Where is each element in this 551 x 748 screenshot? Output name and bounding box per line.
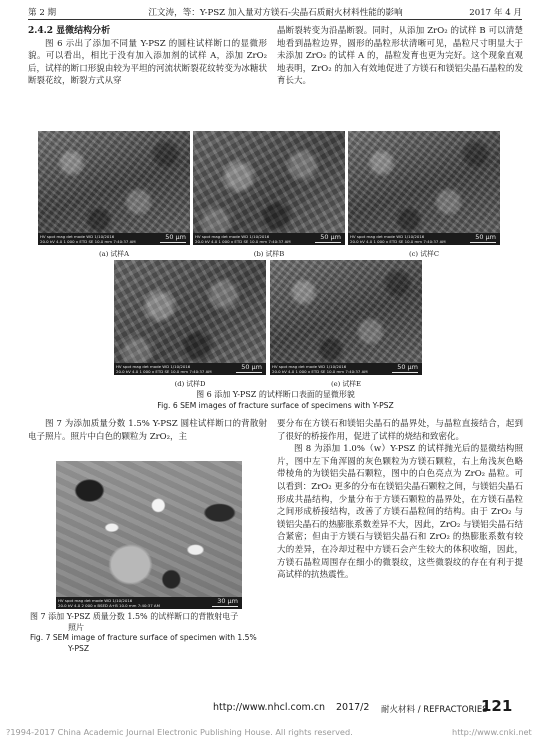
paragraph: 图 6 示出了添加不同量 Y-PSZ 的圆柱试样断口的显微形貌。可以看出，相比于没有加入添加剂的试样 A，添加 ZrO₂ 后，试样的断口形貌由较为平坦的河流状断裂花纹转变为冰糖状断裂花纹，断裂方式从穿	[28, 38, 267, 87]
footer-url[interactable]: http://www.nhcl.com.cn	[213, 702, 326, 713]
sem-image-d	[114, 260, 266, 375]
sem-image-a	[38, 131, 190, 245]
copyright-url[interactable]: http://www.cnki.net	[452, 727, 532, 737]
page-number: 121	[481, 697, 513, 715]
paragraph: 要分布在方镁石和镁铝尖晶石的晶界处，与晶粒直接结合，起到了很好的桥接作用，促进了试样的烧结和致密化。	[277, 419, 523, 442]
figure-7-caption-cn-line1: 图 7 添加 Y-PSZ 质量分数 1.5% 的试样断口的背散射电子	[30, 612, 239, 621]
sem-data-bar: HV spot mag det mode WD 1/10/2016 20.0 kV 4.0 2 000 x BSED A+B 10.0 mm 7:40:37 AM 30 μm	[56, 597, 242, 609]
sem-image-b	[193, 131, 345, 245]
running-header-issue: 第 2 期	[28, 8, 57, 18]
copyright-notice: ?1994-2017 China Academic Journal Electronic Publishing House. All rights reserved.	[6, 727, 353, 737]
paragraph: 晶断裂转变为沿晶断裂。同时，从添加 ZrO₂ 的试样 B 可以清楚地看到晶粒边界，圆形的晶粒形状清晰可见，晶粒尺寸明显大于未添加 ZrO₂ 的试样 A 的，晶粒发育也更为完好。这个现象直观地表明，ZrO₂ 的加入有效地促进了方镁石和镁铝尖晶石晶粒的发育长大。	[277, 26, 523, 87]
figure-7-caption-en-line2: Y-PSZ	[68, 643, 90, 653]
sem-image-bse	[56, 461, 242, 609]
sem-data-bar: HV spot mag det mode WD 1/10/2016 20.0 kV 4.0 1 000 x ETD SE 10.0 mm 7:40:37 AM 50 μm	[270, 363, 422, 375]
running-header-date: 2017 年 4 月	[469, 8, 522, 18]
running-header-title: 江文涛，等：Y-PSZ 加入量对方镁石-尖晶石质耐火材料性能的影响	[148, 8, 403, 18]
header-rule	[28, 19, 522, 20]
footer-journal: 耐火材料 / REFRACTORIES	[381, 705, 488, 715]
figure-7-caption-en-line1: Fig. 7 SEM image of fracture surface of specimen with 1.5%	[30, 633, 257, 642]
text-column-left-mid	[28, 418, 267, 443]
sem-data-bar: HV spot mag det mode WD 1/10/2016 20.0 kV 4.0 1 000 x ETD SE 10.0 mm 7:40:37 AM 50 μm	[348, 233, 500, 245]
paragraph: 图 8 为添加 1.0%（w）Y-PSZ 的试样抛光后的显微结构照片，图中左下角浑圆的灰色颗粒为方镁石颗粒，右上角浅灰色略带棱角的为镁铝尖晶石颗粒，图中的白色亮点为 ZrO₂ 晶粒。可以看到：ZrO₂ 更多的分布在镁铝尖晶石颗粒之间，与镁铝尖晶石形成共晶结构，少量分布于方镁石颗粒的晶界处，在方镁石晶粒之间形成桥接结构，改善了方镁石晶粒间的结构。由于 ZrO₂ 与镁铝尖晶石的热膨胀系数差异不大，因此，ZrO₂ 与镁铝尖晶石结合紧密；但由于方镁石与镁铝尖晶石和 ZrO₂ 的热膨胀系数有较大的差异，在冷却过程中方镁石会产生较大的体积收缩，因此，方镁石晶粒周围存在细小的微裂纹，这些微裂纹的存在有利于提高试样的抗热震性。	[277, 444, 523, 581]
subfigure-label-d: (d) 试样D	[174, 380, 206, 388]
figure-6-caption-en: Fig. 6 SEM images of fracture surface of specimens with Y-PSZ	[157, 401, 394, 410]
sem-data-bar: HV spot mag det mode WD 1/10/2016 20.0 kV 4.0 1 000 x ETD SE 10.0 mm 7:40:37 AM 50 μm	[38, 233, 190, 245]
subfigure-label-e: (e) 试样E	[330, 380, 362, 388]
text-column-left-top	[28, 25, 267, 88]
figure-6-caption-cn: 图 6 添加 Y-PSZ 的试样断口表面的显微形貌	[196, 390, 355, 399]
text-column-right-top	[277, 25, 523, 88]
paragraph: 图 7 为添加质量分数 1.5% Y-PSZ 圆柱试样断口的背散射电子照片。照片中白色的颗粒为 ZrO₂，主	[28, 419, 267, 442]
sem-image-c	[348, 131, 500, 245]
sem-data-bar: HV spot mag det mode WD 1/10/2016 20.0 kV 4.0 1 000 x ETD SE 10.0 mm 7:40:37 AM 50 μm	[114, 363, 266, 375]
footer-issue: 2017/2	[336, 702, 370, 713]
section-heading: 2.4.2 显微结构分析	[28, 26, 111, 36]
figure-7-caption	[30, 612, 272, 654]
figure-7-caption-cn-line2: 照片	[68, 622, 84, 632]
sem-image-e	[270, 260, 422, 375]
text-column-right-mid	[277, 418, 523, 582]
subfigure-label-a: (a) 试样A	[98, 250, 130, 258]
subfigure-label-b: (b) 试样B	[253, 250, 285, 258]
sem-data-bar: HV spot mag det mode WD 1/10/2016 20.0 kV 4.0 1 000 x ETD SE 10.0 mm 7:40:37 AM 50 μm	[193, 233, 345, 245]
subfigure-label-c: (c) 试样C	[408, 250, 440, 258]
